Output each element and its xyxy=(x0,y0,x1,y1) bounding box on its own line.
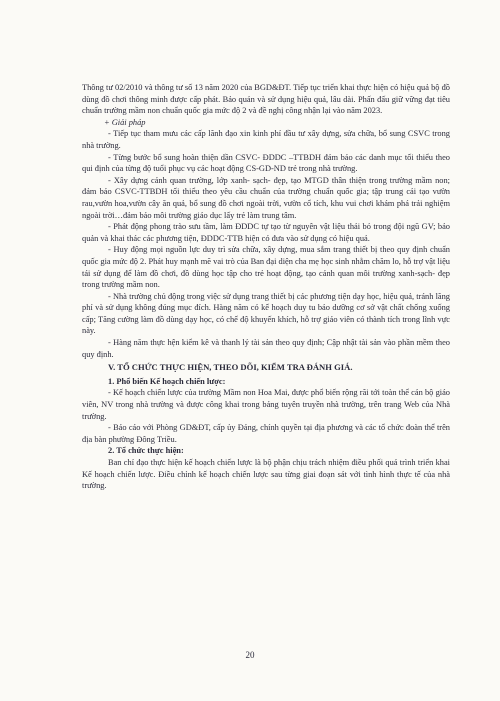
solution-item-7: - Hàng năm thực hện kiểm kê và thanh lý tài sản theo quy định; Cập nhật tài sản vào phần mềm theo quy định. xyxy=(82,338,450,359)
solution-item-3: - Xây dựng cảnh quan trường, lớp xanh- sạch- đẹp, tạo MTGD thân thiện trong trường mầm non; đảm bảo CSVC-TTBDH tối thiểu theo yêu cầu chuẩn của trường chuẩn quốc gia; tập trung cải tạo vườn rau,vườn hoa,vườn cây ăn quả, bổ sung đồ chơi ngoài trời, vườn cổ tích, khu vui chơi khám phá trải nghiệm ngoài trời…đảm bảo môi trường giáo dục lấy trẻ làm trung tâm. xyxy=(82,175,450,220)
subsection-2-heading: 2. Tổ chức thực hiện: xyxy=(108,446,184,456)
subsection-1-para-2: - Báo cáo với Phòng GD&ĐT, cấp ủy Đảng, chính quyền tại địa phương và các tổ chức đoàn thể trên địa bàn phường Đông Triều. xyxy=(82,423,450,444)
subsection-2-para: Ban chỉ đạo thực hiện kế hoạch chiến lược là bộ phận chịu trách nhiệm điều phối quá trình triển khai Kế hoạch chiến lược. Điều chỉnh kế hoạch chiến lược sau từng giai đoạn sát với tình hình thực tế của nhà trường. xyxy=(82,458,450,491)
intro-paragraph: Thông tư 02/2010 và thông tư số 13 năm 2020 của BGD&ĐT. Tiếp tục triển khai thực hiện có hiệu quả bộ đồ dùng đồ chơi thông minh được cấp phát. Bảo quản và sử dụng hiệu quả, lâu dài. Phấn đấu giữ vững đạt tiêu chuẩn trường mầm non chuẩn quốc gia mức độ 2 và đề nghị công nhận lại vào năm 2023. xyxy=(82,83,450,116)
document-body xyxy=(82,82,450,492)
page-number: 20 xyxy=(245,650,255,660)
solution-item-4: - Phát động phong trào sưu tầm, làm ĐDDC tự tạo từ nguyên vật liệu thải bỏ trong đội ngũ GV; bảo quản và khai thác các phương tiện, ĐDDC-TTB hiện có đưa vào sử dụng có hiệu quả. xyxy=(82,222,450,243)
solution-item-6: - Nhà trường chủ động trong việc sử dụng trang thiết bị các phương tiện dạy học, hiệu quả, tránh lãng phí và sử dụng không đúng mục đích. Hàng năm có kế hoạch duy tu bảo dưỡng cơ sở vật chất chống xuống cấp; Tăng cường làm đồ dùng dạy học, có chế độ khuyến khích, hỗ trợ giáo viên có thành tích trong lĩnh vực này. xyxy=(82,291,450,336)
solution-item-2: - Từng bước bổ sung hoàn thiện dần CSVC- ĐDDC –TTBDH đảm bảo các danh mục tối thiểu theo qui định của từng độ tuổi phục vụ các hoạt động CS-GD-ND trẻ trong nhà trường. xyxy=(82,152,450,174)
section-v-heading: V. TỔ CHỨC THỰC HIỆN, THEO DÕI, KIỂM TRA ĐÁNH GIÁ. xyxy=(108,362,353,373)
solution-item-5: - Huy động mọi nguồn lực duy trì sửa chữa, xây dựng, mua sắm trang thiết bị theo quy định chuẩn quốc gia mức độ 2. Phát huy mạnh mẽ vai trò của Ban đại diện cha mẹ học sinh nhằm chăm lo, hỗ trợ vật liệu tái sử dụng để làm đồ chơi, đồ dùng học tập cho trẻ hoạt động, tạo cảnh quan môi trường xanh-sạch- đẹp trong trường mầm non. xyxy=(82,245,450,290)
subsection-1-heading: 1. Phổ biến Kế hoạch chiến lược: xyxy=(108,376,226,386)
solution-item-1: - Tiếp tục tham mưu các cấp lãnh đạo xin kinh phí đầu tư xây dựng, sửa chữa, bổ sung CSVC trong nhà trường. xyxy=(82,129,450,150)
subsection-1-para-1: - Kế hoạch chiến lược của trường Mầm non Hoa Mai, được phổ biến rộng rãi tới toàn thể cán bộ giáo viên, NV trong nhà trường và được công khai trong bảng tuyên truyền nhà trường, trên trang Web của Nhà trường. xyxy=(82,388,450,421)
solutions-heading: + Giải pháp xyxy=(104,117,146,127)
